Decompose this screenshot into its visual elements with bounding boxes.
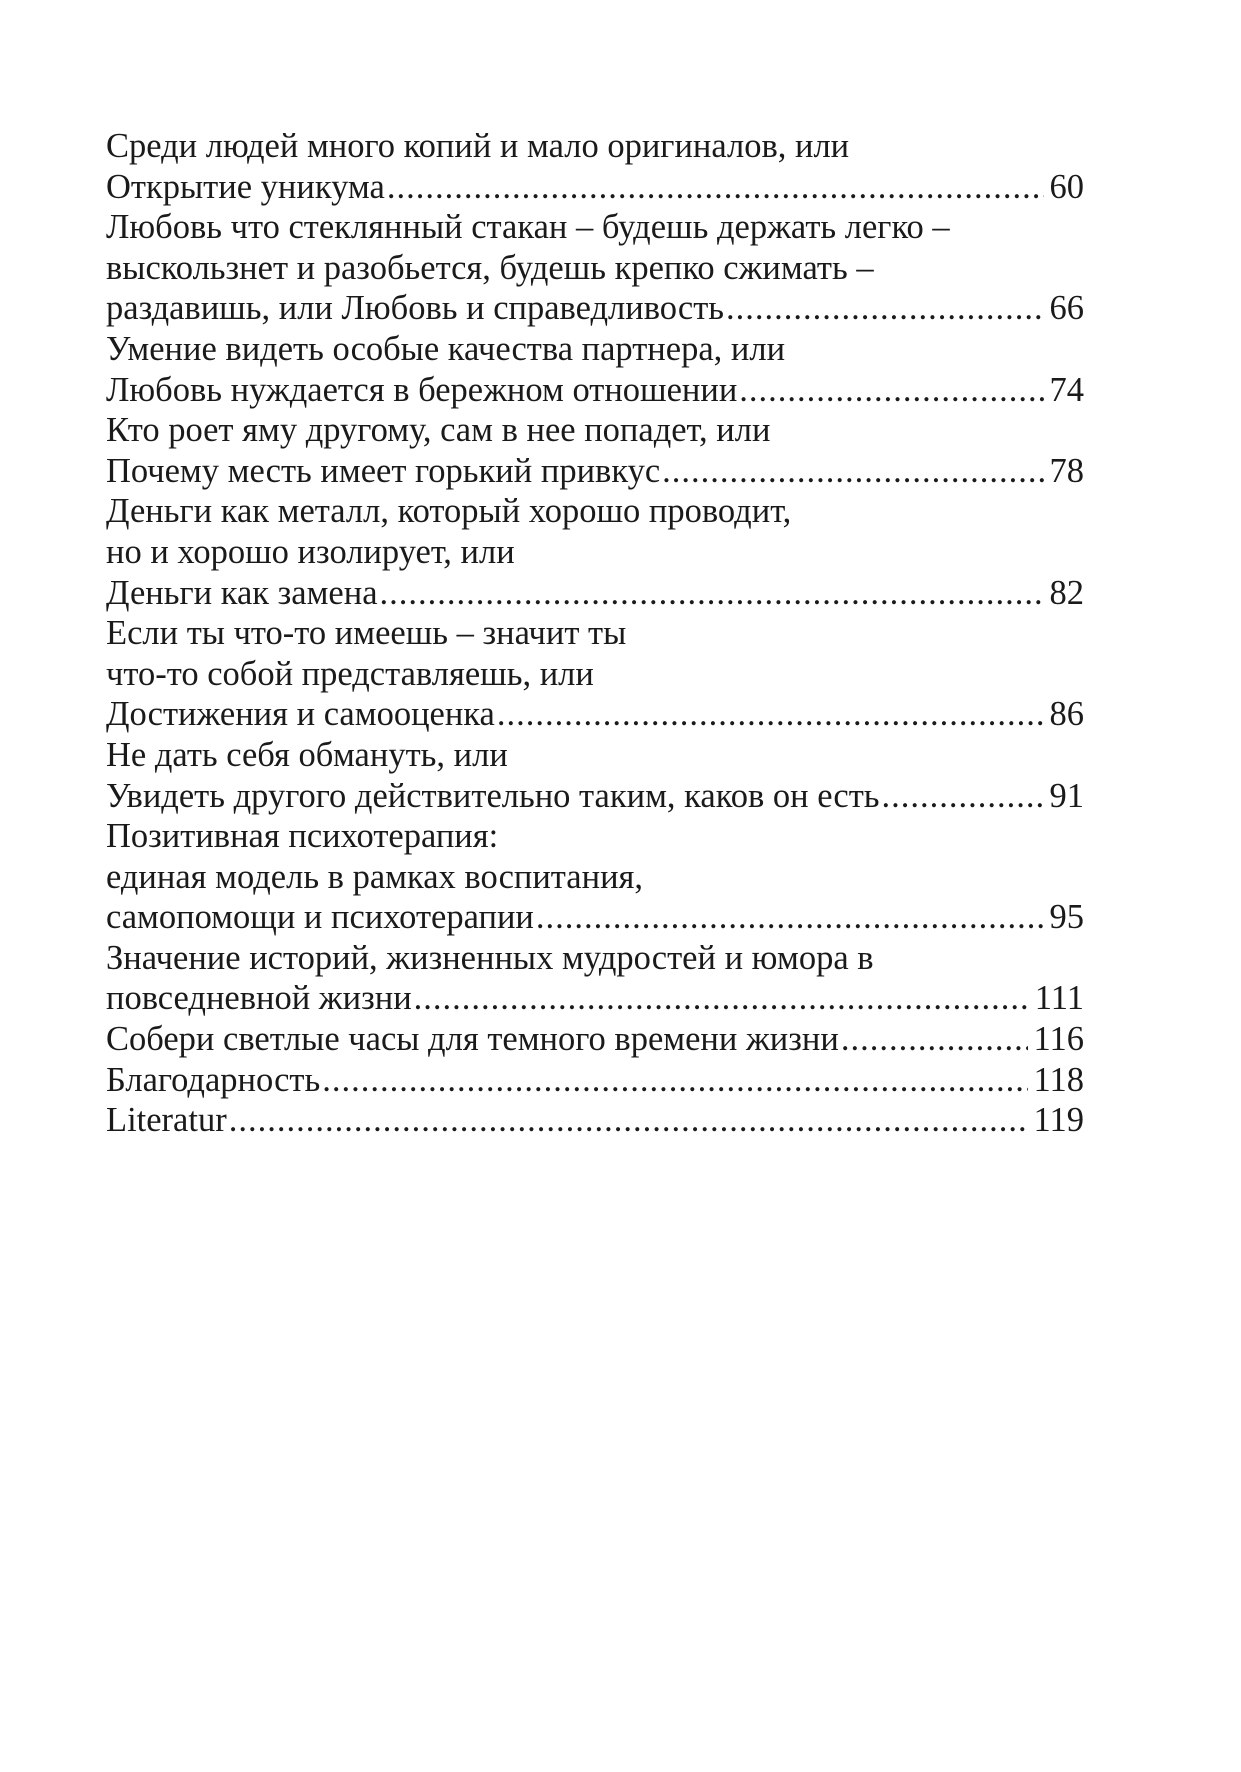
toc-entry-text: Среди людей много копий и мало оригиналов, или: [106, 127, 850, 165]
toc-line: [106, 694, 1084, 735]
toc-entry-text: Открытие уникума: [106, 167, 385, 206]
toc-page-number: 78: [1049, 451, 1084, 490]
toc-line: [106, 207, 1084, 248]
toc-line: [106, 370, 1084, 411]
toc-line: [106, 654, 1084, 695]
dot-leader: [739, 370, 1043, 411]
toc-entry-text: Не дать себя обмануть, или: [106, 735, 508, 774]
toc-entry[interactable]: [106, 1100, 1084, 1141]
toc-entry-text: повседневной жизни: [106, 979, 412, 1018]
toc-entry[interactable]: [106, 735, 1084, 816]
toc-entry-text: Literatur: [106, 1101, 227, 1140]
toc-entry[interactable]: [106, 1019, 1084, 1060]
toc-entry[interactable]: [106, 938, 1084, 1019]
toc-page-number: 119: [1033, 1101, 1084, 1140]
toc-entry-text: самопомощи и психотерапии: [106, 898, 534, 937]
toc-line: [106, 451, 1084, 492]
toc-page-number: 60: [1049, 167, 1084, 206]
toc-entry-text: Если ты что-то имеешь – значит ты: [106, 614, 627, 653]
toc-line: [106, 126, 1084, 167]
toc-page-number: 66: [1049, 289, 1084, 328]
toc-line: [106, 776, 1084, 817]
toc-entry-text: Позитивная психотерапия:: [106, 817, 499, 856]
toc-entry-text: Деньги как замена: [106, 573, 378, 612]
toc-page-number: 91: [1049, 776, 1084, 815]
toc-line: [106, 857, 1084, 898]
toc-entry-text: Значение историй, жизненных мудростей и юмора в: [106, 938, 874, 977]
toc-line: [106, 938, 1084, 979]
toc-line: [106, 248, 1084, 289]
toc-entry[interactable]: [106, 1060, 1084, 1101]
toc-line: [106, 816, 1084, 857]
dot-leader: [322, 1060, 1027, 1101]
toc-line: [106, 1060, 1084, 1101]
dot-leader: [662, 451, 1043, 492]
dot-leader: [726, 288, 1043, 329]
toc-entry[interactable]: [106, 816, 1084, 938]
toc-page-number: 116: [1033, 1020, 1084, 1059]
toc-entry-text: раздавишь, или Любовь и справедливость: [106, 289, 725, 328]
toc-entry-text: Умение видеть особые качества партнера, или: [106, 329, 786, 368]
toc-line: [106, 329, 1084, 370]
toc-line: [106, 532, 1084, 573]
toc-page-number: 111: [1034, 979, 1084, 1018]
toc-line: [106, 167, 1084, 208]
toc-line: [106, 978, 1084, 1019]
toc-line: [106, 897, 1084, 938]
dot-leader: [414, 978, 1029, 1019]
toc-entry-text: выскользнет и разобьется, будешь крепко сжимать –: [106, 248, 874, 287]
toc-entry[interactable]: [106, 207, 1084, 329]
toc-page-number: 74: [1049, 370, 1084, 409]
table-of-contents: [106, 126, 1084, 1141]
toc-line: [106, 491, 1084, 532]
toc-line: [106, 288, 1084, 329]
toc-entry[interactable]: [106, 613, 1084, 735]
toc-page-number: 95: [1049, 898, 1084, 937]
toc-entry-text: Любовь что стеклянный стакан – будешь держать легко –: [106, 208, 950, 247]
toc-entry[interactable]: [106, 126, 1084, 207]
toc-entry-text: Достижения и самооценка: [106, 695, 495, 734]
toc-line: [106, 613, 1084, 654]
toc-entry-text: Благодарность: [106, 1060, 321, 1099]
toc-entry-text: что-то собой представляешь, или: [106, 654, 594, 693]
dot-leader: [497, 694, 1044, 735]
toc-entry-text: единая модель в рамках воспитания,: [106, 857, 644, 896]
toc-entry[interactable]: [106, 329, 1084, 410]
toc-entry-text: Почему месть имеет горький привкус: [106, 451, 661, 490]
toc-entry-text: Собери светлые часы для темного времени жизни: [106, 1020, 839, 1059]
dot-leader: [841, 1019, 1028, 1060]
toc-entry[interactable]: [106, 491, 1084, 613]
toc-entry[interactable]: [106, 410, 1084, 491]
toc-entry-text: Увидеть другого действительно таким, каков он есть: [106, 776, 880, 815]
toc-line: [106, 410, 1084, 451]
dot-leader: [380, 573, 1044, 614]
toc-entry-text: Любовь нуждается в бережном отношении: [106, 370, 738, 409]
toc-entry-text: Деньги как металл, который хорошо проводит,: [106, 492, 792, 531]
dot-leader: [229, 1100, 1028, 1141]
toc-page-number: 118: [1033, 1060, 1084, 1099]
toc-line: [106, 1019, 1084, 1060]
toc-entry-text: Кто роет яму другому, сам в нее попадет, или: [106, 411, 771, 450]
toc-page-number: 86: [1049, 695, 1084, 734]
toc-page-number: 82: [1049, 573, 1084, 612]
dot-leader: [882, 776, 1044, 817]
dot-leader: [536, 897, 1044, 938]
toc-line: [106, 735, 1084, 776]
toc-entry-text: но и хорошо изолирует, или: [106, 532, 515, 571]
toc-line: [106, 573, 1084, 614]
dot-leader: [387, 167, 1044, 208]
toc-line: [106, 1100, 1084, 1141]
